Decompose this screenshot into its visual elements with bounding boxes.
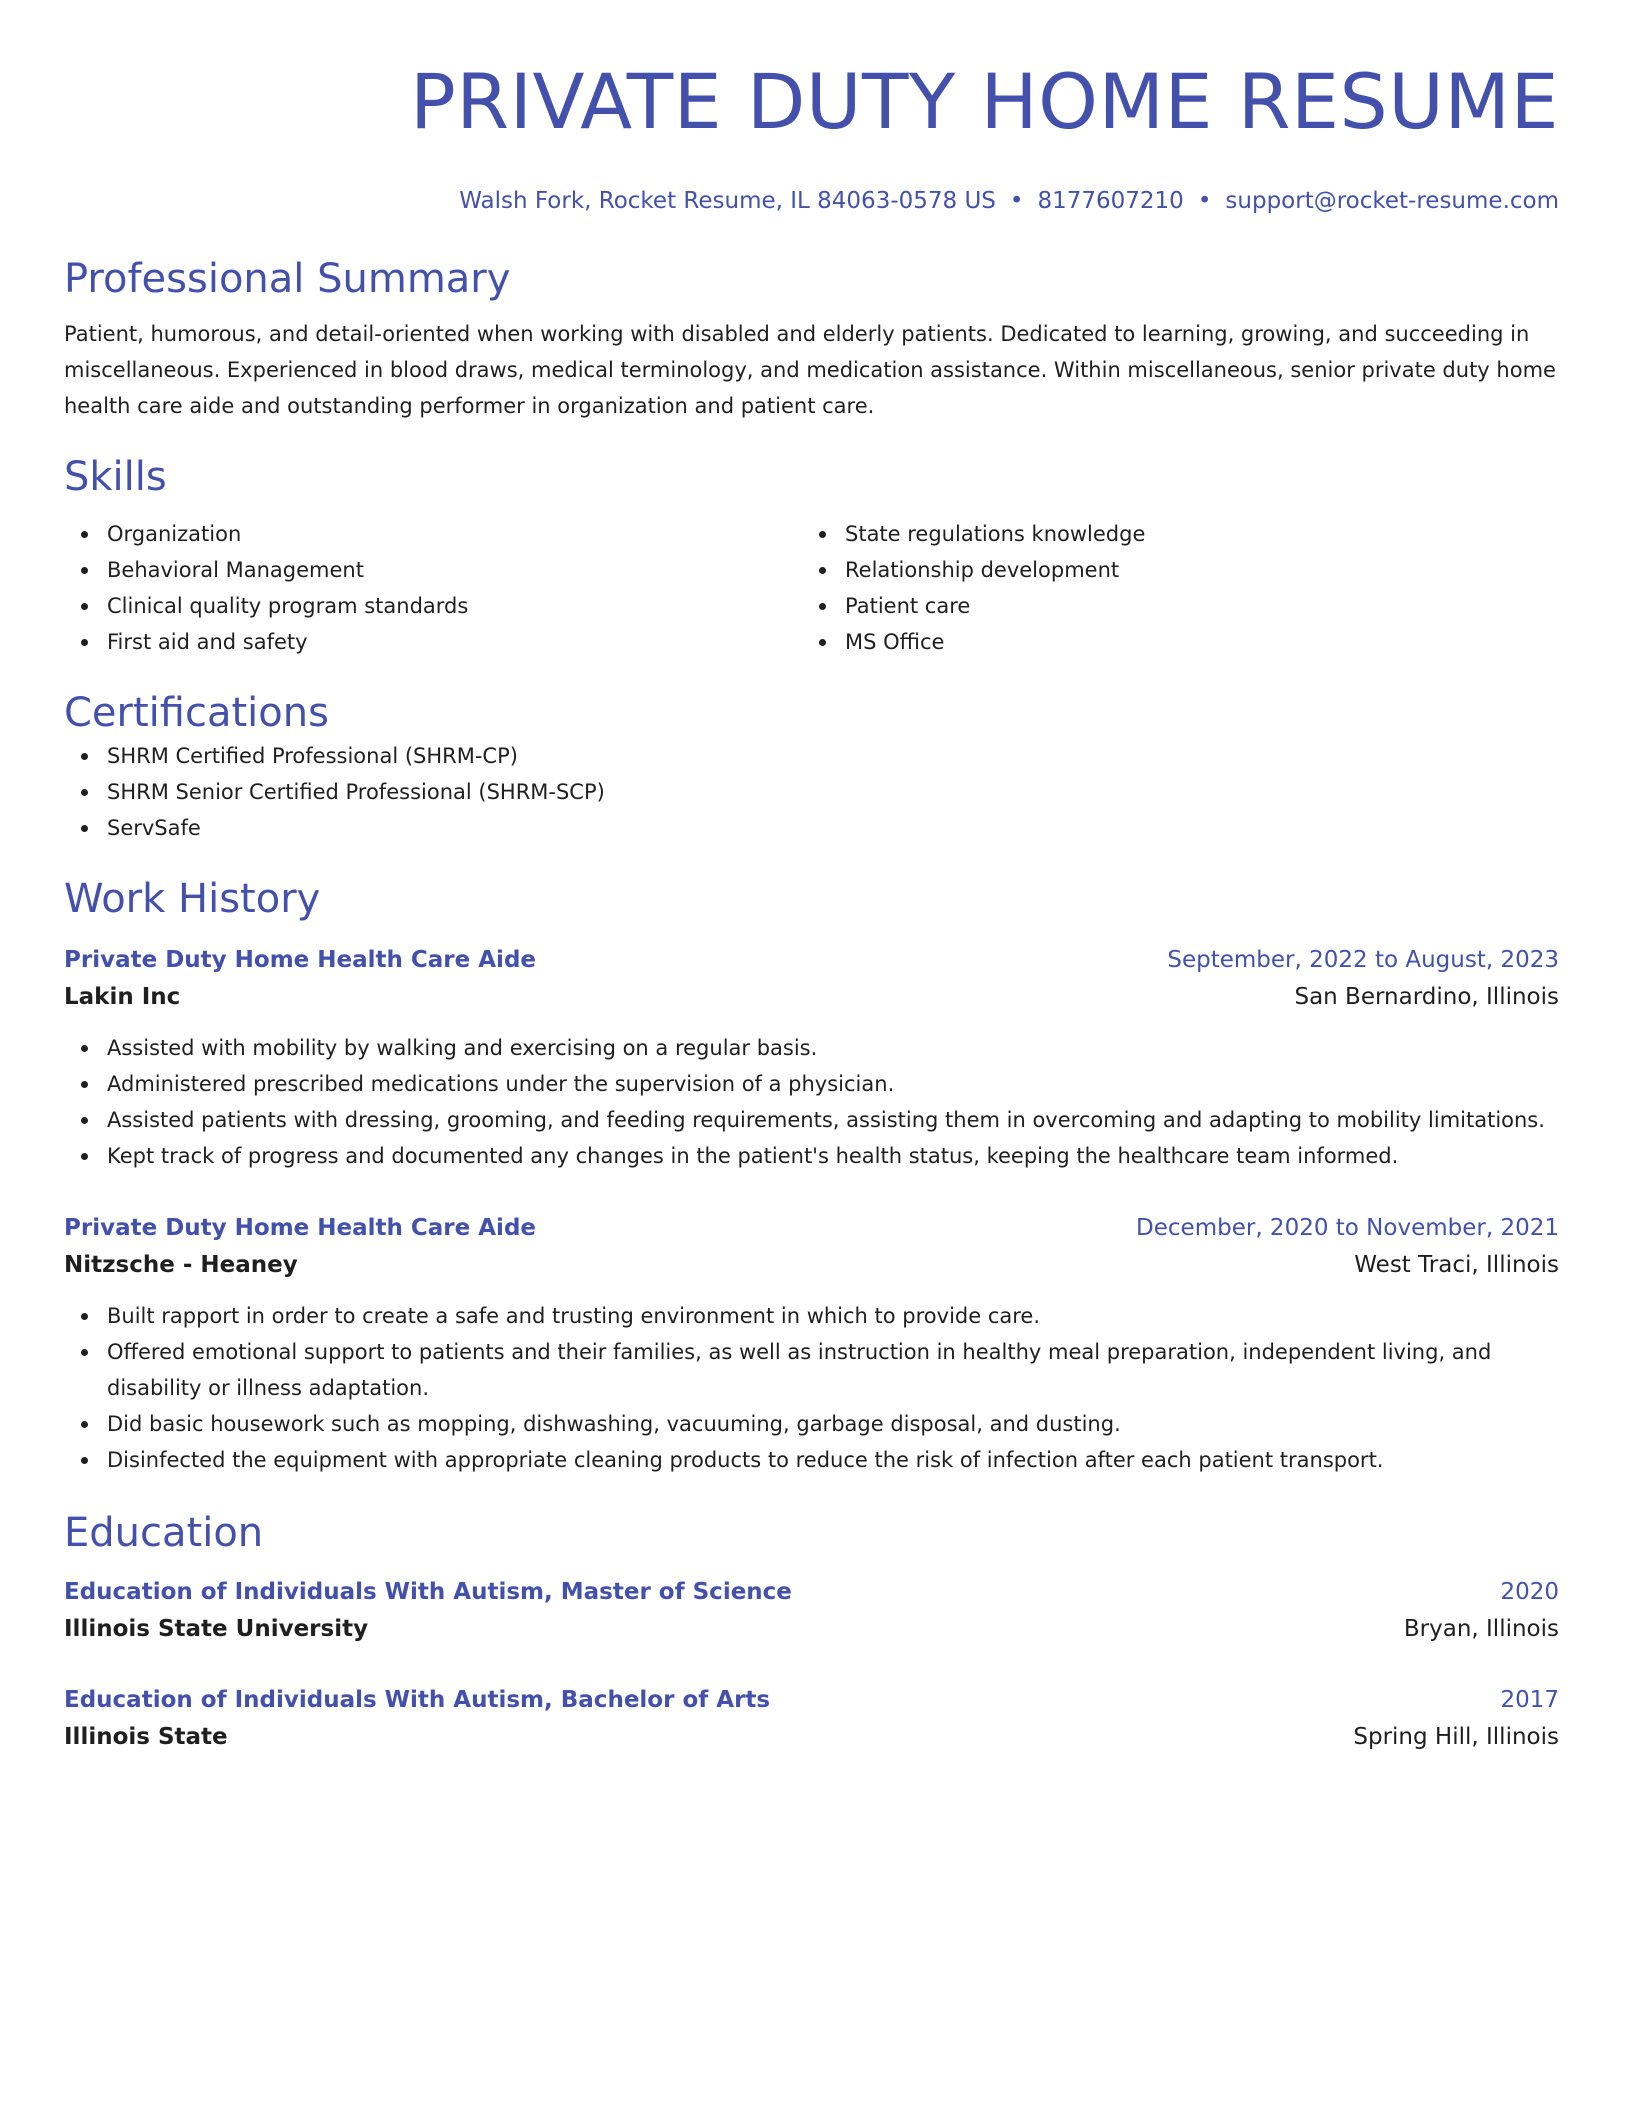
- contact-separator: •: [1197, 188, 1212, 214]
- skill-item: Behavioral Management: [64, 552, 802, 588]
- job-duty-item: Assisted with mobility by walking and exercising on a regular basis.: [64, 1030, 1559, 1066]
- education-degree: Education of Individuals With Autism, Bachelor of Arts: [64, 1687, 771, 1713]
- job-dates: December, 2020 to November, 2021: [1136, 1215, 1559, 1241]
- job-title: Private Duty Home Health Care Aide: [64, 1215, 537, 1241]
- professional-summary-section: [64, 254, 1559, 424]
- skill-item: Patient care: [802, 588, 1540, 624]
- education-school: Illinois State University: [64, 1616, 369, 1642]
- education-year: 2017: [1500, 1687, 1559, 1713]
- education-entry: [64, 1574, 1559, 1648]
- skill-item: MS Office: [802, 624, 1540, 660]
- skill-item: State regulations knowledge: [802, 516, 1540, 552]
- education-school-row: [64, 1610, 1559, 1648]
- skill-item: First aid and safety: [64, 624, 802, 660]
- job-duty-item: Built rapport in order to create a safe and trusting environment in which to provide care.: [64, 1298, 1559, 1334]
- education-year: 2020: [1500, 1579, 1559, 1605]
- skills-grid: [64, 516, 1559, 660]
- job-dates: September, 2022 to August, 2023: [1167, 947, 1559, 973]
- certifications-list: [64, 738, 1559, 846]
- education-degree-row: [64, 1574, 1559, 1610]
- job-duty-item: Did basic housework such as mopping, dishwashing, vacuuming, garbage disposal, and dusting.: [64, 1406, 1559, 1442]
- job-entry: [64, 942, 1559, 1174]
- skills-column-left: [64, 516, 802, 660]
- contact-address: Walsh Fork, Rocket Resume, IL 84063-0578 US: [459, 188, 996, 214]
- education-school-row: [64, 1718, 1559, 1756]
- certifications-section: [64, 688, 1559, 846]
- job-duties-list: [64, 1298, 1559, 1478]
- job-company: Lakin Inc: [64, 984, 181, 1010]
- education-location: Spring Hill, Illinois: [1353, 1724, 1559, 1750]
- education-school: Illinois State: [64, 1724, 228, 1750]
- contact-separator: •: [1009, 188, 1024, 214]
- section-heading-certifications: Certifications: [64, 690, 329, 736]
- skills-column-right: [802, 516, 1540, 660]
- job-duty-item: Administered prescribed medications under the supervision of a physician.: [64, 1066, 1559, 1102]
- skills-section: [64, 452, 1559, 660]
- section-heading-work-history: Work History: [64, 876, 321, 922]
- summary-text: Patient, humorous, and detail-oriented when working with disabled and elderly patients. Dedicated to learning, growing, and succeeding in miscellaneous. Experienced in blood draws, medical terminology, and medication assistance. Within miscellaneous, senior private duty home health care aide and outstanding performer in organization and patient care.: [64, 322, 1556, 418]
- education-section: [64, 1508, 1559, 1756]
- job-duty-item: Kept track of progress and documented any changes in the patient's health status, keeping the healthcare team informed.: [64, 1138, 1559, 1174]
- certification-item: SHRM Certified Professional (SHRM-CP): [64, 738, 1559, 774]
- resume-title: PRIVATE DUTY HOME RESUME: [409, 57, 1559, 146]
- resume-header: [64, 56, 1559, 216]
- job-company-row: [64, 978, 1559, 1016]
- job-company-row: [64, 1246, 1559, 1284]
- job-duty-item: Assisted patients with dressing, grooming, and feeding requirements, assisting them in overcoming and adapting to mobility limitations.: [64, 1102, 1559, 1138]
- section-heading-summary: Professional Summary: [64, 256, 511, 302]
- certification-item: ServSafe: [64, 810, 1559, 846]
- section-heading-skills: Skills: [64, 454, 167, 500]
- job-duty-item: Offered emotional support to patients and their families, as well as instruction in healthy meal preparation, independent living, and disability or illness adaptation.: [64, 1334, 1559, 1406]
- job-duty-item: Disinfected the equipment with appropriate cleaning products to reduce the risk of infection after each patient transport.: [64, 1442, 1559, 1478]
- contact-email[interactable]: support@rocket-resume.com: [1225, 188, 1559, 214]
- skill-item: Organization: [64, 516, 802, 552]
- job-company: Nitzsche - Heaney: [64, 1252, 298, 1278]
- certification-item: SHRM Senior Certified Professional (SHRM-SCP): [64, 774, 1559, 810]
- work-history-section: [64, 874, 1559, 1478]
- contact-line: [64, 186, 1559, 216]
- education-degree: Education of Individuals With Autism, Master of Science: [64, 1579, 792, 1605]
- job-location: San Bernardino, Illinois: [1294, 984, 1559, 1010]
- education-entry: [64, 1682, 1559, 1756]
- job-title: Private Duty Home Health Care Aide: [64, 947, 537, 973]
- job-header-row: [64, 942, 1559, 978]
- skill-item: Relationship development: [802, 552, 1540, 588]
- skill-item: Clinical quality program standards: [64, 588, 802, 624]
- section-heading-education: Education: [64, 1510, 264, 1556]
- job-location: West Traci, Illinois: [1354, 1252, 1559, 1278]
- job-duties-list: [64, 1030, 1559, 1174]
- job-header-row: [64, 1210, 1559, 1246]
- education-degree-row: [64, 1682, 1559, 1718]
- contact-phone: 8177607210: [1037, 188, 1184, 214]
- job-entry: [64, 1210, 1559, 1478]
- education-location: Bryan, Illinois: [1403, 1616, 1559, 1642]
- resume-page: [64, 0, 1559, 1756]
